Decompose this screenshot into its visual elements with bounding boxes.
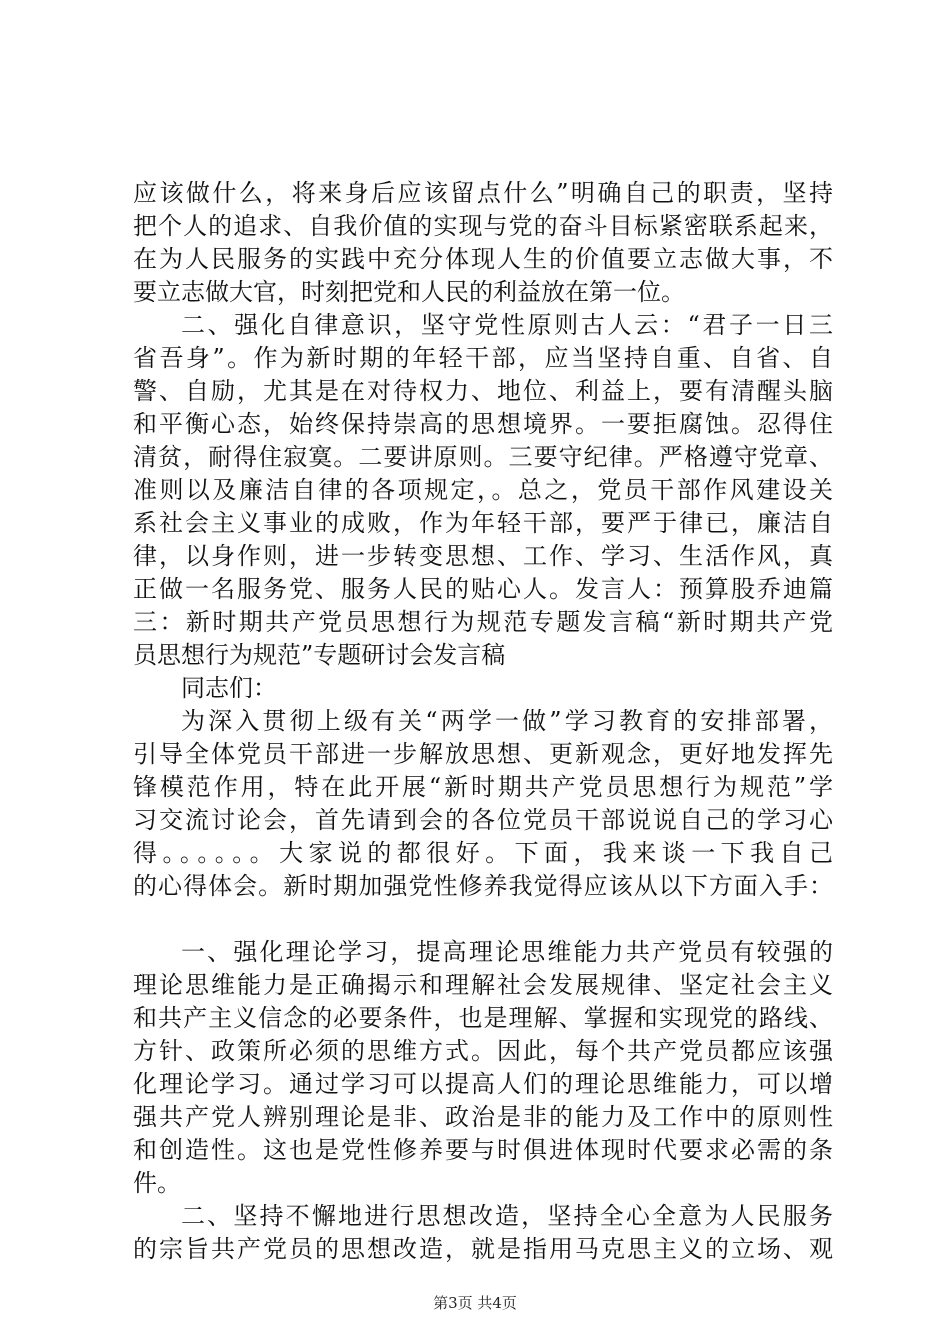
text-line: 理论思维能力是正确揭示和理解社会发展规律、坚定社会主义 (133, 971, 833, 999)
text-line: 二、强化自律意识，坚守党性原则古人云：“君子一日三 (181, 311, 833, 339)
text-line: 一、强化理论学习，提高理论思维能力共产党员有较强的 (181, 938, 833, 966)
text-line: 方针、政策所必须的思维方式。因此，每个共产党员都应该强 (133, 1037, 833, 1065)
text-line: 得。。。。。。大家说的都很好。下面，我来谈一下我自己 (133, 839, 833, 867)
text-line: 省吾身”。作为新时期的年轻干部，应当坚持自重、自省、自 (133, 344, 833, 372)
text-line: 化理论学习。通过学习可以提高人们的理论思维能力，可以增 (133, 1070, 833, 1098)
text-line: 把个人的追求、自我价值的实现与党的奋斗目标紧密联系起来， (133, 212, 833, 240)
text-line: 准则以及廉洁自律的各项规定，。总之，党员干部作风建设关 (133, 476, 833, 504)
text-line: 员思想行为规范”专题研讨会发言稿 (133, 641, 506, 669)
text-line: 和创造性。这也是党性修养要与时俱进体现时代要求必需的条 (133, 1136, 833, 1164)
text-line: 和平衡心态，始终保持崇高的思想境界。一要拒腐蚀。忍得住 (133, 410, 833, 438)
text-line: 应该做什么，将来身后应该留点什么”明确自己的职责，坚持 (133, 179, 833, 207)
page-footer: 第3页 共4页 (433, 1294, 517, 1312)
text-line: 件。 (133, 1169, 181, 1197)
text-line: 的心得体会。新时期加强党性修养我觉得应该从以下方面入手： (133, 872, 833, 900)
text-line: 习交流讨论会，首先请到会的各位党员干部说说自己的学习心 (133, 806, 833, 834)
text-line: 同志们： (181, 674, 277, 702)
text-line: 律，以身作则，进一步转变思想、工作、学习、生活作风，真 (133, 542, 833, 570)
text-line: 系社会主义事业的成败，作为年轻干部，要严于律已，廉洁自 (133, 509, 833, 537)
text-line: 正做一名服务党、服务人民的贴心人。发言人：预算股乔迪篇 (133, 575, 833, 603)
text-line: 锋模范作用，特在此开展“新时期共产党员思想行为规范”学 (133, 773, 833, 801)
text-line: 引导全体党员干部进一步解放思想、更新观念，更好地发挥先 (133, 740, 833, 768)
text-line: 在为人民服务的实践中充分体现人生的价值要立志做大事，不 (133, 245, 833, 273)
text-line: 和共产主义信念的必要条件，也是理解、掌握和实现党的路线、 (133, 1004, 833, 1032)
text-line: 警、自励，尤其是在对待权力、地位、利益上，要有清醒头脑 (133, 377, 833, 405)
text-line: 二、坚持不懈地进行思想改造，坚持全心全意为人民服务 (181, 1202, 833, 1230)
text-line: 强共产党人辨别理论是非、政治是非的能力及工作中的原则性 (133, 1103, 833, 1131)
text-line: 清贫，耐得住寂寞。二要讲原则。三要守纪律。严格遵守党章、 (133, 443, 833, 471)
text-line: 的宗旨共产党员的思想改造，就是指用马克思主义的立场、观 (133, 1235, 833, 1263)
text-line: 三：新时期共产党员思想行为规范专题发言稿“新时期共产党 (133, 608, 833, 636)
text-line: 要立志做大官，时刻把党和人民的利益放在第一位。 (133, 278, 685, 306)
text-line: 为深入贯彻上级有关“两学一做”学习教育的安排部署， (181, 707, 833, 735)
